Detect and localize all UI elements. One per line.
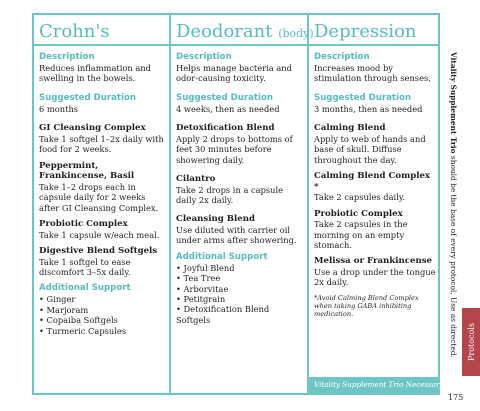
list-item: • Ginger xyxy=(39,294,76,305)
item-text: Take 2 capsules in the morning on an empty stomach. xyxy=(314,219,408,251)
duration-text: 6 months xyxy=(39,103,79,114)
description-label: Description xyxy=(314,52,370,62)
page-number: 175 xyxy=(448,393,464,402)
list-item: • Copaiba Softgels xyxy=(39,315,118,326)
item-text: Take 1 softgel to ease discomfort 3–5x daily. xyxy=(39,256,131,278)
item-name: Cleansing Blend xyxy=(176,214,255,225)
description-text: Reduces inflammation and swelling in the bowels. xyxy=(39,63,151,84)
list-item: • Marjoram xyxy=(39,304,89,315)
item-text: Take 1 softgel 1–2x daily with food for 2 weeks. xyxy=(39,133,164,155)
item-name: Calming Blend xyxy=(314,123,386,134)
column-title: Crohn's xyxy=(34,15,169,46)
item-text: Use a drop under the tongue 2x daily. xyxy=(314,267,436,288)
description-text: Helps manage bacteria and odor-causing toxicity. xyxy=(176,63,292,84)
side-note xyxy=(444,52,460,358)
item-name: Melissa or Frankincense xyxy=(314,256,433,267)
item-name: Detoxification Blend xyxy=(176,123,275,134)
duration-label: Suggested Duration xyxy=(176,92,273,103)
support-list xyxy=(39,294,165,336)
side-note-bold: Vitality Supplement Trio xyxy=(449,52,458,154)
column-deodorant xyxy=(171,15,314,393)
item-text: Take 2 drops in a capsule daily 2x daily. xyxy=(176,184,284,206)
footer-banner: Vitality Supplement Trio Necessary xyxy=(309,377,440,393)
support-list xyxy=(176,263,303,325)
column-title: Deodorant (body) xyxy=(171,15,307,46)
item-name: Peppermint, Frankincense, Basil xyxy=(39,160,135,182)
column-title: Depression xyxy=(309,15,440,46)
list-item: • Turmeric Capsules xyxy=(39,325,127,336)
column-crohns xyxy=(34,15,171,393)
support-label: Additional Support xyxy=(39,283,131,294)
list-item: • Detoxification Blend Softgels xyxy=(176,304,270,325)
duration-text: 4 weeks, then as needed xyxy=(176,103,280,114)
item-name: Calming Blend Complex * xyxy=(314,171,431,192)
item-text: Take 2 capsules daily. xyxy=(314,192,406,203)
list-item: • Petitgrain xyxy=(176,294,226,305)
list-item: • Joyful Blend xyxy=(176,262,235,273)
item-text: Take 1–2 drops each in capsule daily for 2 weeks after GI Cleansing Complex. xyxy=(39,181,159,213)
duration-text: 3 months, then as needed xyxy=(314,103,423,114)
item-name: Probiotic Complex xyxy=(39,219,128,230)
column-depression xyxy=(309,15,444,393)
item-name: Digestive Blend Softgels xyxy=(39,246,158,257)
duration-label: Suggested Duration xyxy=(39,92,136,103)
protocol-table xyxy=(32,13,444,395)
support-label: Additional Support xyxy=(176,251,268,262)
item-text: Use diluted with carrier oil under arms after showering. xyxy=(176,225,297,246)
item-name: Probiotic Complex xyxy=(314,208,403,219)
item-text: Apply to web of hands and base of skull. Diffuse throughout the day. xyxy=(314,133,426,165)
item-name: Cilantro xyxy=(176,174,216,185)
description-text: Increases mood by stimulation through senses. xyxy=(314,63,431,84)
list-item: • Tea Tree xyxy=(176,273,221,284)
item-text: Apply 2 drops to bottoms of feet 30 minutes before showering daily. xyxy=(176,133,293,165)
description-label: Description xyxy=(39,52,95,62)
section-tab-label: Protocols xyxy=(467,323,476,362)
footnote: *Avoid Calming Blend Complex when taking GABA inhibiting medication. xyxy=(314,293,419,319)
item-text: Take 1 capsule w/each meal. xyxy=(39,229,160,240)
list-item: • Arborvitae xyxy=(176,283,229,294)
duration-label: Suggested Duration xyxy=(314,92,411,103)
side-note-text: should be the base of every protocol. Use as directed. xyxy=(449,153,458,358)
description-label: Description xyxy=(176,52,232,62)
section-tab[interactable] xyxy=(462,308,480,376)
item-name: GI Cleansing Complex xyxy=(39,123,146,134)
